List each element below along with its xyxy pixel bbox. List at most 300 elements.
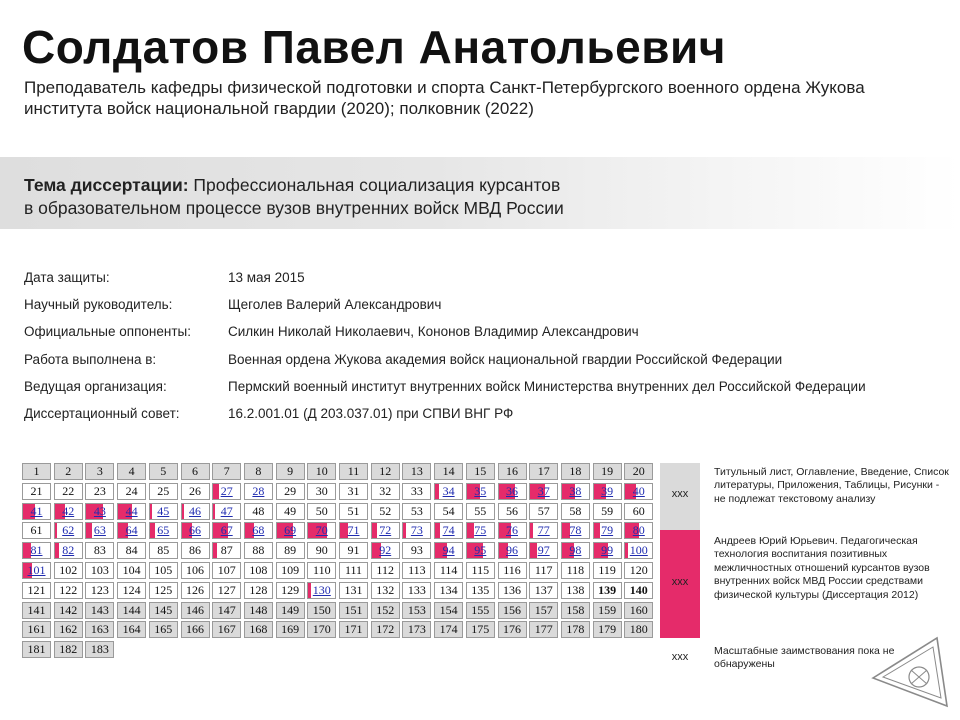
page-cell-127 — [212, 582, 241, 599]
legend-xxx: xxx — [671, 488, 689, 500]
page-cell-26 — [181, 483, 210, 500]
page-number: 131 — [344, 582, 363, 597]
borrowing-mark — [213, 484, 218, 499]
page-cell-40[interactable] — [624, 483, 653, 500]
page-cell-71[interactable] — [339, 522, 368, 539]
legend-text-gray: Титульный лист, Оглавление, Введение, Список литературы, Приложения, Таблицы, Рисунки - не подлежат текстовому анализу — [714, 466, 949, 505]
page-number: 104 — [122, 563, 141, 577]
page-cell-95[interactable] — [466, 542, 495, 559]
page-cell-36[interactable] — [498, 483, 527, 500]
page-number: 144 — [122, 602, 141, 617]
page-number: 60 — [632, 503, 645, 518]
page-number: 147 — [217, 602, 236, 617]
page-cell-35[interactable] — [466, 483, 495, 500]
page-number: 102 — [59, 563, 78, 577]
page-number: 121 — [27, 582, 46, 597]
page-number: 17 — [537, 464, 550, 478]
page-number: 100 — [629, 543, 648, 558]
page-number: 114 — [439, 563, 458, 577]
page-number: 69 — [284, 523, 297, 538]
page-cell-139 — [593, 582, 622, 599]
page-cell-43[interactable] — [85, 503, 114, 520]
page-cell-163 — [85, 621, 114, 638]
page-number: 105 — [154, 563, 173, 577]
page-number: 25 — [157, 483, 170, 498]
page-cell-73[interactable] — [402, 522, 431, 539]
page-number: 80 — [632, 523, 645, 538]
page-cell-117 — [529, 562, 558, 579]
page-number: 183 — [90, 642, 109, 657]
page-number: 84 — [125, 543, 138, 558]
page-number: 172 — [376, 622, 395, 637]
page-cell-16 — [498, 463, 527, 480]
borrowing-mark — [530, 543, 537, 558]
page-cell-70[interactable] — [307, 522, 336, 539]
page-number: 175 — [471, 622, 490, 637]
page-number: 127 — [217, 582, 236, 597]
page-number: 49 — [284, 503, 297, 518]
page-cell-8 — [244, 463, 273, 480]
page-number: 70 — [315, 523, 328, 538]
page-number: 34 — [442, 483, 455, 498]
info-label: Дата защиты: — [24, 270, 110, 285]
page-cell-87 — [212, 542, 241, 559]
page-cell-29 — [276, 483, 305, 500]
page-cell-78[interactable] — [561, 522, 590, 539]
page-cell-49 — [276, 503, 305, 520]
page-number: 45 — [157, 503, 170, 518]
page-cell-33 — [402, 483, 431, 500]
page-cell-13 — [402, 463, 431, 480]
page-number: 177 — [534, 622, 553, 637]
page-cell-66[interactable] — [181, 522, 210, 539]
page-number: 27 — [220, 483, 233, 498]
page-number: 160 — [629, 602, 648, 617]
page-number: 146 — [186, 602, 204, 617]
page-cell-48 — [244, 503, 273, 520]
page-number: 157 — [534, 602, 553, 617]
person-name: Солдатов Павел Анатольевич — [22, 21, 726, 73]
page-cell-94[interactable] — [434, 542, 463, 559]
info-label: Диссертационный совет: — [24, 405, 180, 421]
page-cell-62[interactable] — [54, 522, 83, 539]
page-cell-4 — [117, 463, 146, 480]
page-cell-156 — [498, 602, 527, 619]
page-cell-92[interactable] — [371, 542, 400, 559]
page-number: 74 — [442, 523, 455, 538]
page-number: 32 — [379, 483, 392, 498]
page-cell-72[interactable] — [371, 522, 400, 539]
page-number: 11 — [347, 464, 360, 478]
page-number: 96 — [506, 543, 518, 558]
page-cell-42[interactable] — [54, 503, 83, 520]
page-number: 141 — [27, 602, 46, 617]
page-number: 133 — [407, 582, 426, 597]
legend-xxx: xxx — [671, 651, 689, 663]
page-cell-11 — [339, 463, 368, 480]
page-cell-138 — [561, 582, 590, 599]
page-cell-84 — [117, 542, 146, 559]
page-number: 76 — [506, 523, 518, 538]
page-number: 117 — [534, 563, 553, 577]
page-number: 40 — [632, 483, 645, 498]
page-cell-154 — [434, 602, 463, 619]
page-number: 28 — [252, 483, 265, 498]
borrowing-mark — [530, 523, 533, 538]
page-cell-76[interactable] — [498, 522, 527, 539]
page-cell-24 — [117, 483, 146, 500]
page-cell-6 — [181, 463, 210, 480]
page-number: 78 — [569, 523, 582, 538]
borrowing-mark — [23, 543, 31, 558]
page-number: 23 — [93, 483, 106, 498]
page-number: 59 — [601, 503, 614, 518]
page-number: 124 — [122, 582, 141, 597]
borrowing-mark — [308, 583, 311, 598]
page-cell-67[interactable] — [212, 522, 241, 539]
page-number: 61 — [30, 523, 43, 538]
legend-xxx: xxx — [671, 576, 689, 588]
page-cell-130[interactable] — [307, 582, 336, 599]
page-number: 159 — [598, 602, 617, 617]
page-number: 143 — [90, 602, 109, 617]
page-cell-131 — [339, 582, 368, 599]
page-number: 73 — [410, 523, 423, 538]
page-number: 85 — [157, 543, 170, 558]
page-number: 97 — [537, 543, 550, 558]
page-cell-54 — [434, 503, 463, 520]
page-cell-159 — [593, 602, 622, 619]
page-number: 108 — [249, 563, 268, 577]
page-cell-102 — [54, 562, 83, 579]
borrowing-mark — [435, 523, 440, 538]
page-number: 169 — [281, 622, 300, 637]
page-number: 21 — [30, 483, 43, 498]
page-cell-14 — [434, 463, 463, 480]
page-number: 93 — [410, 543, 423, 558]
page-number: 94 — [442, 543, 455, 558]
page-number: 179 — [598, 622, 617, 637]
page-cell-3 — [85, 463, 114, 480]
person-position: Преподаватель кафедры физической подготовки и спорта Санкт-Петербургского военного ордена Жукова института войск национальной гвардии (2020); полковник (2022) — [24, 78, 865, 118]
page-cell-80[interactable] — [624, 522, 653, 539]
page-number: 161 — [27, 622, 46, 637]
page-cell-46[interactable] — [181, 503, 210, 520]
page-number: 98 — [569, 543, 582, 558]
page-cell-100[interactable] — [624, 542, 653, 559]
page-cell-106 — [181, 562, 210, 579]
dissertation-theme — [24, 174, 744, 220]
page-cell-152 — [371, 602, 400, 619]
borrowing-mark — [403, 523, 406, 538]
page-number: 139 — [598, 582, 617, 597]
theme-label: Тема диссертации: — [24, 175, 189, 195]
page-cell-103 — [85, 562, 114, 579]
page-number: 110 — [313, 563, 331, 577]
borrowing-mark — [435, 484, 439, 499]
page-number: 3 — [96, 464, 103, 478]
page-number: 14 — [442, 464, 455, 478]
page-cell-162 — [54, 621, 83, 638]
info-label: Официальные оппоненты: — [24, 324, 191, 340]
page-cell-150 — [307, 602, 336, 619]
page-number: 158 — [566, 602, 585, 617]
page-number: 122 — [59, 582, 78, 597]
page-number: 101 — [27, 563, 46, 577]
page-cell-59 — [593, 503, 622, 520]
page-number: 18 — [569, 464, 582, 478]
page-number: 86 — [189, 543, 201, 558]
page-number: 152 — [376, 602, 395, 617]
page-cell-124 — [117, 582, 146, 599]
page-cell-181 — [22, 641, 51, 658]
page-number: 125 — [154, 582, 173, 597]
page-number: 33 — [410, 483, 423, 498]
page-cell-22 — [54, 483, 83, 500]
page-cell-64[interactable] — [117, 522, 146, 539]
page-cell-52 — [371, 503, 400, 520]
page-cell-99[interactable] — [593, 542, 622, 559]
page-number: 162 — [59, 622, 78, 637]
page-number: 163 — [90, 622, 109, 637]
page-number: 91 — [347, 543, 360, 558]
page-number: 9 — [287, 464, 294, 478]
page-cell-183 — [85, 641, 114, 658]
page-number: 65 — [157, 523, 170, 538]
page-number: 164 — [122, 622, 141, 637]
page-number: 38 — [569, 483, 582, 498]
page-cell-151 — [339, 602, 368, 619]
page-number: 145 — [154, 602, 173, 617]
page-cell-34[interactable] — [434, 483, 463, 500]
page-number: 118 — [566, 563, 585, 577]
page-cell-142 — [54, 602, 83, 619]
page-number: 8 — [255, 464, 262, 478]
page-number: 44 — [125, 503, 138, 518]
page-cell-53 — [402, 503, 431, 520]
borrowing-mark — [340, 523, 348, 538]
page-cell-39[interactable] — [593, 483, 622, 500]
page-number: 120 — [629, 563, 648, 577]
page-cell-107 — [212, 562, 241, 579]
page-number: 15 — [474, 464, 487, 478]
theme-text-line1: Профессиональная социализация курсантов — [188, 175, 561, 195]
page-number: 46 — [189, 503, 201, 518]
page-cell-101[interactable] — [22, 562, 51, 579]
page-cell-89 — [276, 542, 305, 559]
page-number: 129 — [281, 582, 300, 597]
page-number: 92 — [379, 543, 392, 558]
page-cell-38[interactable] — [561, 483, 590, 500]
page-number: 174 — [439, 622, 458, 637]
page-cell-68[interactable] — [244, 522, 273, 539]
page-cell-47[interactable] — [212, 503, 241, 520]
page-cell-176 — [498, 621, 527, 638]
page-number: 123 — [90, 582, 109, 597]
page-cell-41[interactable] — [22, 503, 51, 520]
stamp-logo-icon — [867, 630, 953, 716]
page-number: 54 — [442, 503, 455, 518]
page-cell-97[interactable] — [529, 542, 558, 559]
info-value: Военная ордена Жукова академия войск национальной гвардии Российской Федерации — [228, 351, 783, 367]
page-cell-58 — [561, 503, 590, 520]
page-number: 39 — [601, 483, 614, 498]
page-number: 51 — [347, 503, 360, 518]
page-number: 112 — [376, 563, 394, 577]
page-number: 55 — [474, 503, 487, 518]
page-cell-5 — [149, 463, 178, 480]
page-cell-132 — [371, 582, 400, 599]
page-cell-119 — [593, 562, 622, 579]
page-number: 142 — [59, 602, 78, 617]
page-number: 47 — [220, 503, 233, 518]
page-cell-23 — [85, 483, 114, 500]
page-number: 68 — [252, 523, 265, 538]
page-cell-7 — [212, 463, 241, 480]
page-cell-69[interactable] — [276, 522, 305, 539]
page-number: 176 — [503, 622, 521, 637]
page-number: 132 — [376, 582, 395, 597]
page-cell-161 — [22, 621, 51, 638]
page-cell-27[interactable] — [212, 483, 241, 500]
page-cell-83 — [85, 542, 114, 559]
page-cell-134 — [434, 582, 463, 599]
page-cell-75[interactable] — [466, 522, 495, 539]
page-number: 7 — [223, 464, 230, 478]
page-cell-120 — [624, 562, 653, 579]
page-cell-96[interactable] — [498, 542, 527, 559]
page-cell-125 — [149, 582, 178, 599]
borrowing-mark — [150, 523, 155, 538]
page-cell-122 — [54, 582, 83, 599]
page-number: 130 — [312, 582, 331, 597]
borrowing-mark — [467, 523, 474, 538]
page-number: 173 — [407, 622, 426, 637]
page-cell-51 — [339, 503, 368, 520]
page-number: 99 — [601, 543, 614, 558]
page-cell-65[interactable] — [149, 522, 178, 539]
page-cell-104 — [117, 562, 146, 579]
theme-text-line2: в образовательном процессе вузов внутренних войск МВД России — [24, 198, 564, 218]
page-number: 167 — [217, 622, 236, 637]
borrowing-mark — [594, 523, 601, 538]
page-number: 116 — [503, 563, 521, 577]
page-cell-82[interactable] — [54, 542, 83, 559]
info-label: Ведущая организация: — [24, 378, 167, 394]
page-cell-61 — [22, 522, 51, 539]
page-number: 1 — [33, 464, 40, 478]
page-number: 35 — [474, 483, 487, 498]
page-number: 182 — [59, 642, 78, 657]
page-cell-50 — [307, 503, 336, 520]
page-number: 75 — [474, 523, 487, 538]
page-cell-115 — [466, 562, 495, 579]
borrowing-mark — [625, 543, 628, 558]
page-number: 138 — [566, 582, 585, 597]
borrowing-mark — [213, 543, 217, 558]
page-cell-79[interactable] — [593, 522, 622, 539]
page-cell-114 — [434, 562, 463, 579]
page-number: 170 — [312, 622, 331, 637]
page-cell-86 — [181, 542, 210, 559]
page-number: 31 — [347, 483, 360, 498]
page-cell-28[interactable] — [244, 483, 273, 500]
page-number: 136 — [503, 582, 521, 597]
page-cell-81[interactable] — [22, 542, 51, 559]
page-cell-85 — [149, 542, 178, 559]
page-number: 134 — [439, 582, 458, 597]
page-cell-12 — [371, 463, 400, 480]
page-number: 43 — [93, 503, 106, 518]
page-cell-45[interactable] — [149, 503, 178, 520]
page-number: 13 — [410, 464, 423, 478]
page-cell-74[interactable] — [434, 522, 463, 539]
page-number: 178 — [566, 622, 585, 637]
page-number: 81 — [30, 543, 43, 558]
page-number: 71 — [347, 523, 360, 538]
borrowing-mark — [55, 523, 58, 538]
page-number: 41 — [30, 503, 43, 518]
page-number: 6 — [192, 464, 198, 478]
page-cell-19 — [593, 463, 622, 480]
page-cell-143 — [85, 602, 114, 619]
page-cell-44[interactable] — [117, 503, 146, 520]
page-number: 26 — [189, 483, 201, 498]
page-number: 115 — [471, 563, 490, 577]
legend-text-pink: Андреев Юрий Юрьевич. Педагогическая технология воспитания позитивных межличностных отношений курсантов вузов внутренних войск МВД России средствами физической культуры (Диссертация 2012) — [714, 535, 930, 601]
page-number: 72 — [379, 523, 392, 538]
page-cell-121 — [22, 582, 51, 599]
info-value: Силкин Николай Николаевич, Кононов Владимир Александрович — [228, 324, 639, 340]
page-number: 107 — [217, 563, 236, 577]
page-number: 151 — [344, 602, 363, 617]
page-number: 87 — [220, 543, 233, 558]
dissertation-theme-band — [0, 157, 960, 229]
page-cell-21 — [22, 483, 51, 500]
page-number: 64 — [125, 523, 138, 538]
page-cell-155 — [466, 602, 495, 619]
page-cell-153 — [402, 602, 431, 619]
page-cell-149 — [276, 602, 305, 619]
page-cell-129 — [276, 582, 305, 599]
page-cell-128 — [244, 582, 273, 599]
page-number: 56 — [506, 503, 518, 518]
page-cell-175 — [466, 621, 495, 638]
page-number: 58 — [569, 503, 582, 518]
info-value: Щеголев Валерий Александрович — [228, 297, 442, 313]
page-cell-77[interactable] — [529, 522, 558, 539]
page-number: 42 — [62, 503, 75, 518]
page-cell-166 — [181, 621, 210, 638]
page-cell-60 — [624, 503, 653, 520]
page-number: 29 — [284, 483, 297, 498]
page-cell-9 — [276, 463, 305, 480]
page-cell-37[interactable] — [529, 483, 558, 500]
borrowing-mark — [372, 523, 377, 538]
page-number: 77 — [537, 523, 550, 538]
page-number: 2 — [65, 464, 72, 478]
page-number: 30 — [315, 483, 328, 498]
page-cell-173 — [402, 621, 431, 638]
page-number: 20 — [632, 464, 645, 478]
page-cell-98[interactable] — [561, 542, 590, 559]
info-label: Научный руководитель: — [24, 297, 173, 313]
page-cell-112 — [371, 562, 400, 579]
page-cell-109 — [276, 562, 305, 579]
page-cell-136 — [498, 582, 527, 599]
page-cell-63[interactable] — [85, 522, 114, 539]
page-cell-93 — [402, 542, 431, 559]
